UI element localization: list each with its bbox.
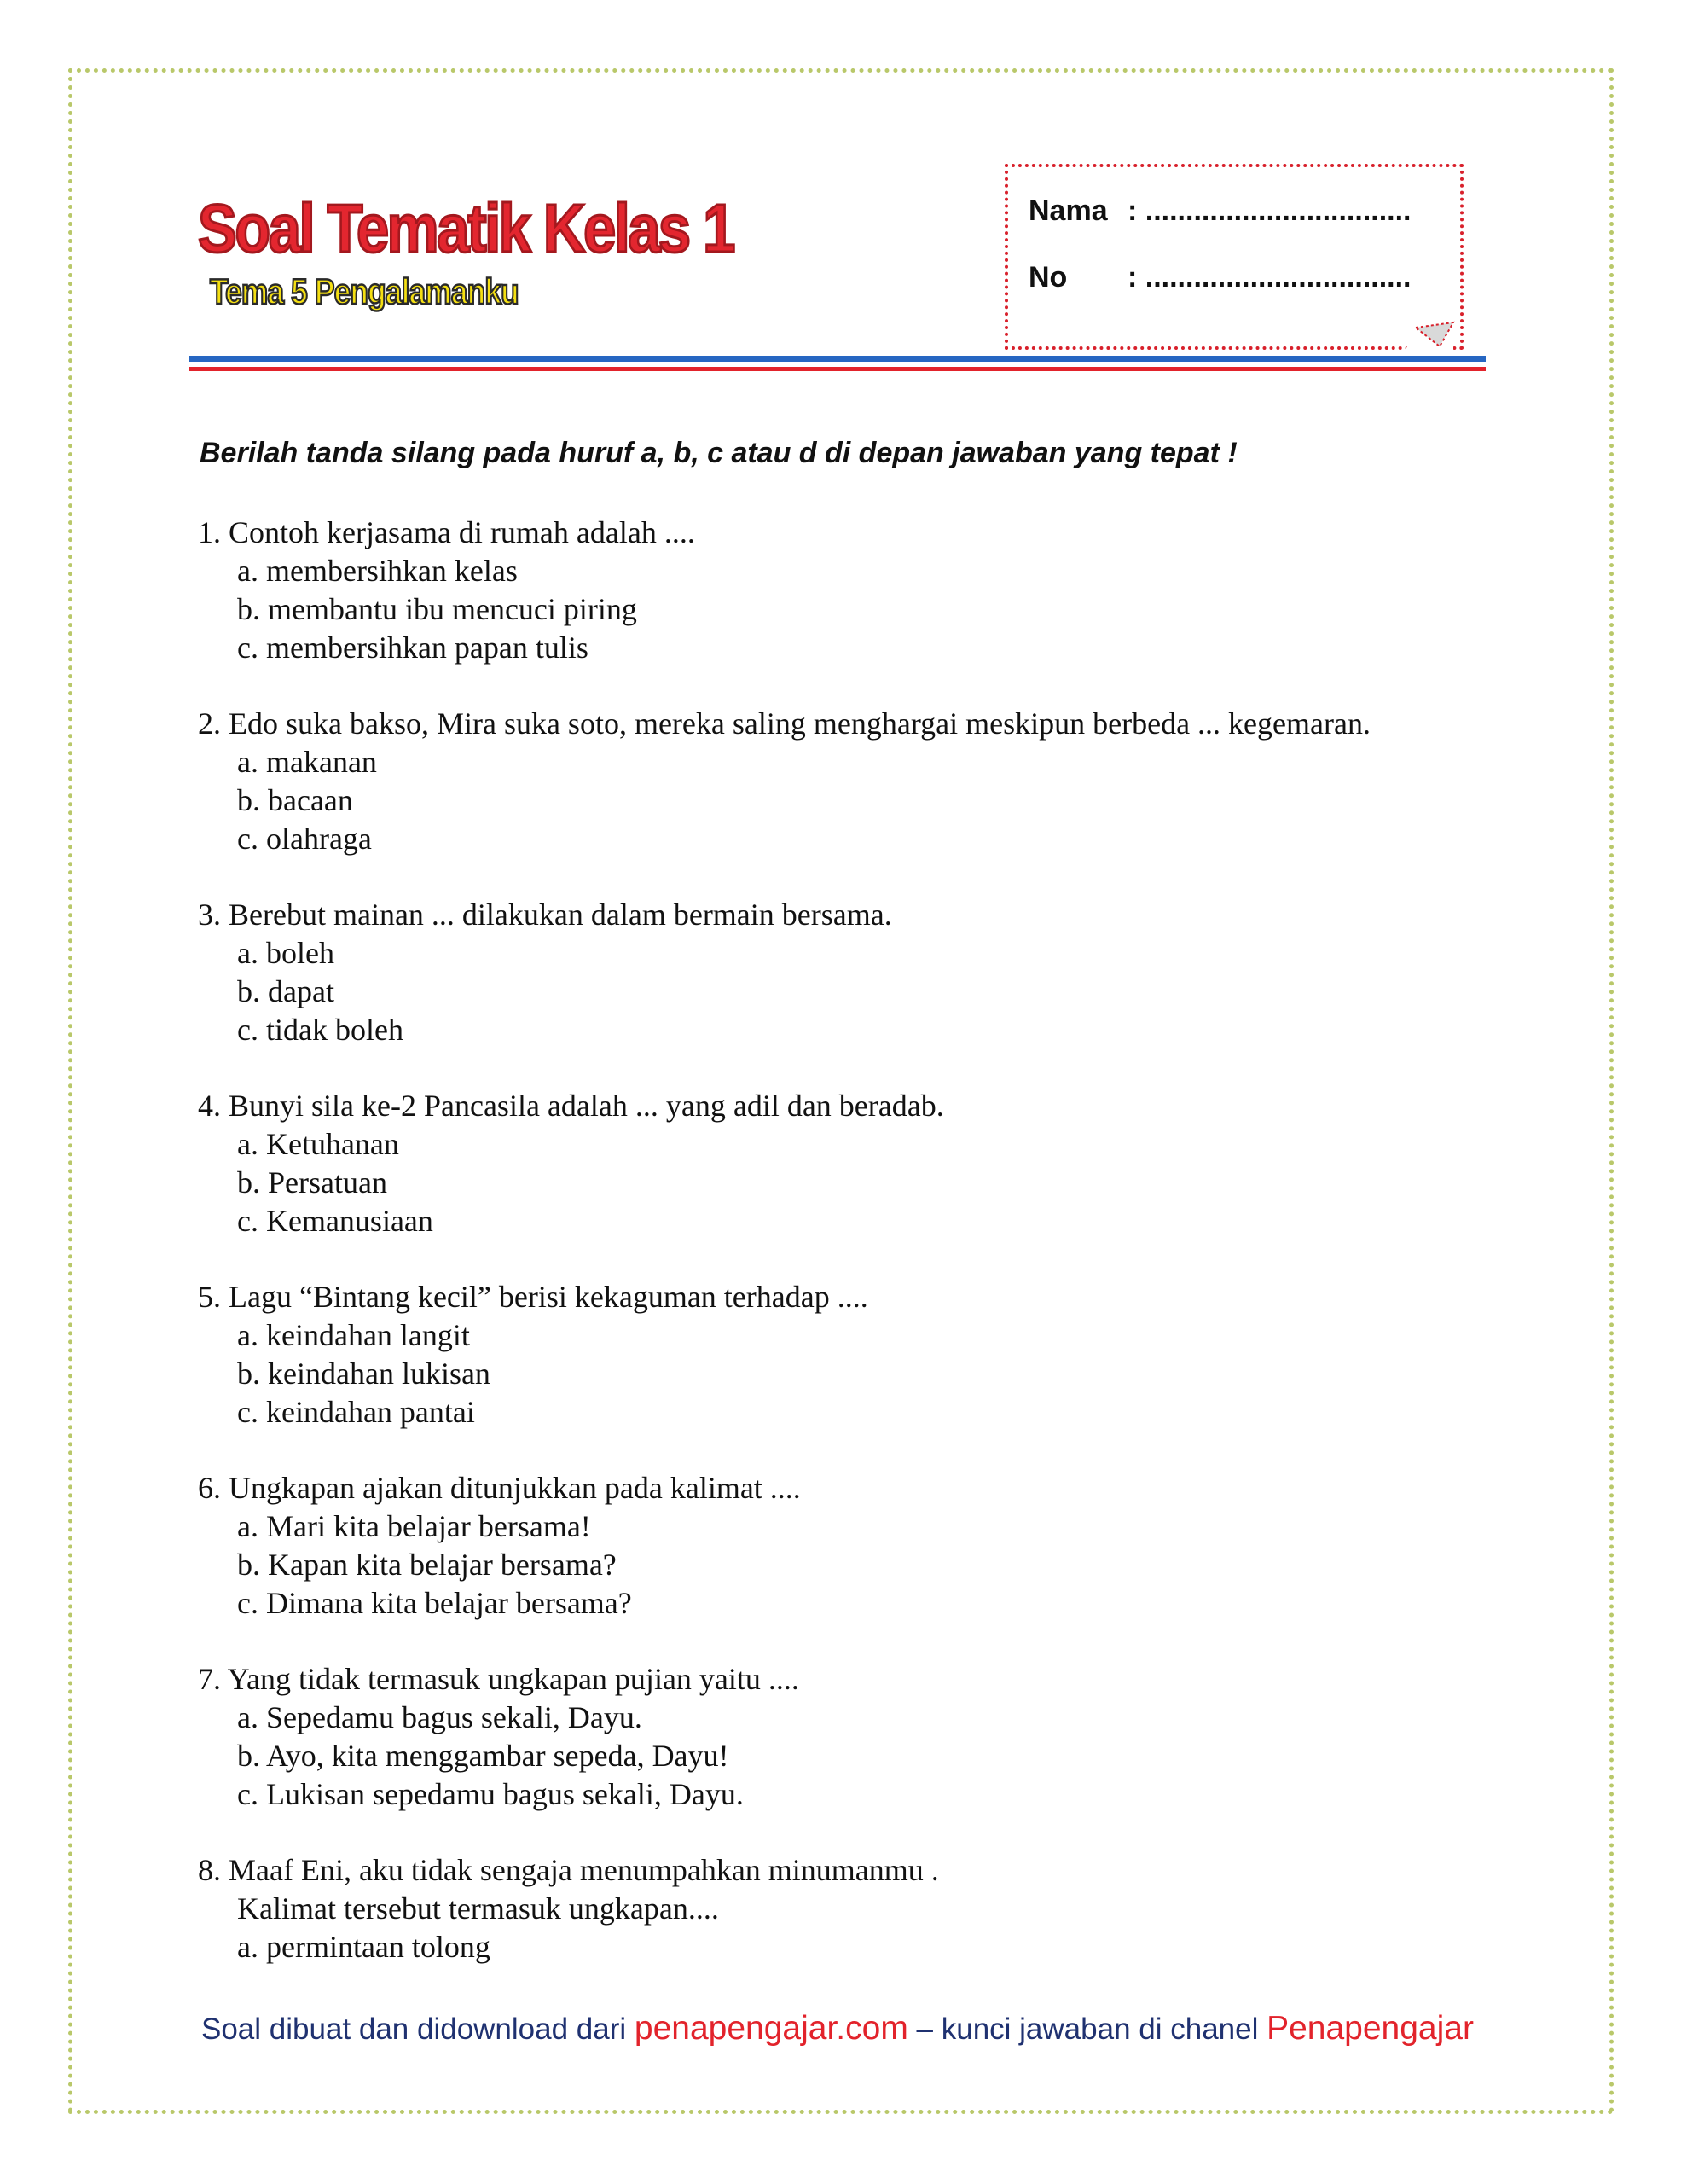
answer-option[interactable]: c. olahraga: [237, 822, 372, 856]
question-text: 2. Edo suka bakso, Mira suka soto, mereka saling menghargai meskipun berbeda ... kegemaran.: [198, 706, 1371, 741]
question-list: [198, 514, 1494, 2004]
question-text: 4. Bunyi sila ke-2 Pancasila adalah ... yang adil dan beradab.: [198, 1089, 944, 1123]
answer-option[interactable]: c. Dimana kita belajar bersama?: [237, 1586, 632, 1620]
answer-option[interactable]: b. Persatuan: [237, 1165, 387, 1199]
answer-option[interactable]: b. dapat: [237, 974, 334, 1008]
question-1: [198, 514, 1494, 667]
answer-option[interactable]: a. Mari kita belajar bersama!: [237, 1509, 591, 1543]
footer-text: Soal dibuat dan didownload dari: [201, 2013, 635, 2046]
answer-option[interactable]: c. tidak boleh: [237, 1013, 403, 1047]
no-field[interactable]: : .................................: [1128, 261, 1412, 293]
question-text: 8. Maaf Eni, aku tidak sengaja menumpahkan minumanmu .: [198, 1853, 939, 1887]
answer-option[interactable]: a. Sepedamu bagus sekali, Dayu.: [237, 1700, 642, 1734]
question-3: [198, 896, 1494, 1049]
answer-option[interactable]: b. membantu ibu mencuci piring: [237, 592, 637, 626]
instruction-text: Berilah tanda silang pada huruf a, b, c atau d di depan jawaban yang tepat !: [200, 437, 1238, 469]
no-label: No: [1029, 261, 1068, 293]
question-text: 6. Ungkapan ajakan ditunjukkan pada kalimat ....: [198, 1471, 801, 1505]
question-2: [198, 705, 1494, 858]
question-text: 5. Lagu “Bintang kecil” berisi kekaguman terhadap ....: [198, 1280, 868, 1314]
answer-option[interactable]: c. keindahan pantai: [237, 1395, 475, 1429]
question-5: [198, 1278, 1494, 1432]
answer-option[interactable]: b. keindahan lukisan: [237, 1356, 490, 1391]
answer-option[interactable]: a. permintaan tolong: [237, 1930, 490, 1964]
question-text: 7. Yang tidak termasuk ungkapan pujian yaitu ....: [198, 1662, 799, 1696]
answer-option[interactable]: a. keindahan langit: [237, 1318, 470, 1352]
header-rule-blue: [189, 356, 1486, 362]
question-continuation: Kalimat tersebut termasuk ungkapan....: [237, 1891, 719, 1926]
page-curl-icon: [1404, 321, 1455, 351]
answer-option[interactable]: c. Kemanusiaan: [237, 1204, 433, 1238]
answer-option[interactable]: b. bacaan: [237, 783, 353, 817]
question-6: [198, 1469, 1494, 1623]
answer-option[interactable]: c. Lukisan sepedamu bagus sekali, Dayu.: [237, 1777, 744, 1811]
no-row: [1029, 261, 1412, 294]
answer-option[interactable]: c. membersihkan papan tulis: [237, 630, 588, 665]
question-text: 1. Contoh kerjasama di rumah adalah ....: [198, 515, 695, 549]
answer-option[interactable]: a. makanan: [237, 745, 377, 779]
question-8: [198, 1851, 1494, 1966]
nama-label: Nama: [1029, 195, 1108, 227]
nama-field[interactable]: : .................................: [1128, 195, 1412, 227]
header-rule-red: [189, 367, 1486, 371]
footer-text: – kunci jawaban di chanel: [907, 2013, 1267, 2046]
student-id-box: [1005, 164, 1464, 350]
question-7: [198, 1660, 1494, 1814]
footer-site-link[interactable]: penapengajar.com: [634, 2010, 908, 2047]
answer-option[interactable]: a. boleh: [237, 936, 334, 970]
answer-option[interactable]: a. Ketuhanan: [237, 1127, 399, 1161]
question-text: 3. Berebut mainan ... dilakukan dalam bermain bersama.: [198, 897, 892, 932]
nama-row: [1029, 195, 1412, 228]
question-4: [198, 1087, 1494, 1240]
footer-credit: [201, 2010, 1474, 2048]
answer-option[interactable]: b. Ayo, kita menggambar sepeda, Dayu!: [237, 1739, 729, 1773]
answer-option[interactable]: a. membersihkan kelas: [237, 554, 518, 588]
worksheet-title: Soal Tematik Kelas 1: [198, 190, 733, 266]
worksheet-subtitle: Tema 5 Pengalamanku: [210, 271, 519, 311]
footer-channel-link[interactable]: Penapengajar: [1267, 2010, 1474, 2047]
answer-option[interactable]: b. Kapan kita belajar bersama?: [237, 1548, 617, 1582]
